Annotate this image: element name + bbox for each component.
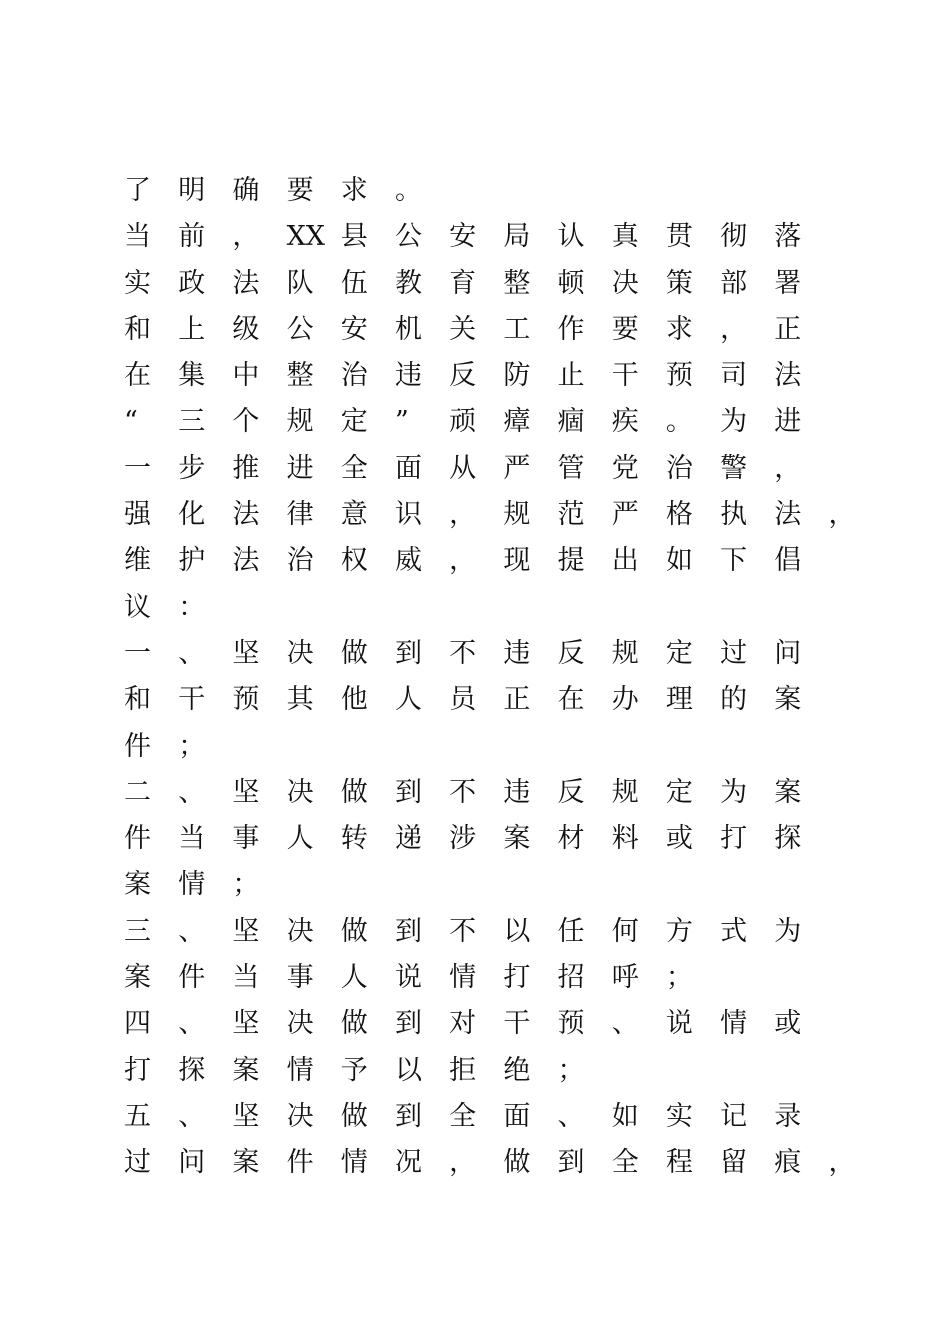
text-line: 了 明 确 要 求 。: [124, 175, 422, 206]
text-line: 议 ：: [124, 591, 206, 623]
text-line: 三 、 坚 决 做 到 不 以 任 何 方 式 为: [124, 915, 802, 947]
text-line: 在 集 中 整 治 违 反 防 止 干 预 司 法: [124, 360, 802, 392]
text-line: 件 ；: [124, 730, 206, 762]
text-line: 打 探 案 情 予 以 拒 绝 ；: [124, 1054, 585, 1086]
text-line: 一 步 推 进 全 面 从 严 管 党 治 警 ，: [124, 452, 802, 484]
text-line: 二 、 坚 决 做 到 不 违 反 规 定 为 案: [124, 776, 802, 808]
text-line: 五 、 坚 决 做 到 全 面 、 如 实 记 录: [124, 1100, 802, 1132]
text-line: 维 护 法 治 权 威 ， 现 提 出 如 下 倡: [124, 545, 802, 577]
text-line: 当 前 ， XX 县 公 安 局 认 真 贯 彻 落: [124, 221, 802, 253]
text-line: “ 三 个 规 定 ” 顽 瘴 痼 疾 。 为 进: [124, 406, 802, 438]
text-line: 案 件 当 事 人 说 情 打 招 呼 ；: [124, 962, 693, 994]
text-line: 案 情 ；: [124, 869, 260, 901]
document-body: [124, 168, 856, 1187]
text-line: 和 上 级 公 安 机 关 工 作 要 求 ， 正: [124, 313, 802, 345]
text-line: 实 政 法 队 伍 教 育 整 顿 决 策 部 署: [124, 267, 802, 299]
text-line: 件 当 事 人 转 递 涉 案 材 料 或 打 探: [124, 823, 802, 855]
text-line: 和 干 预 其 他 人 员 正 在 办 理 的 案: [124, 684, 802, 716]
text-line: 强 化 法 律 意 识 ， 规 范 严 格 执 法 ，: [124, 499, 856, 531]
text-line: 一 、 坚 决 做 到 不 违 反 规 定 过 问: [124, 637, 802, 669]
text-line: 四 、 坚 决 做 到 对 干 预 、 说 情 或: [124, 1008, 802, 1040]
text-line: 过 问 案 件 情 况 ， 做 到 全 程 留 痕 ，: [124, 1147, 856, 1179]
